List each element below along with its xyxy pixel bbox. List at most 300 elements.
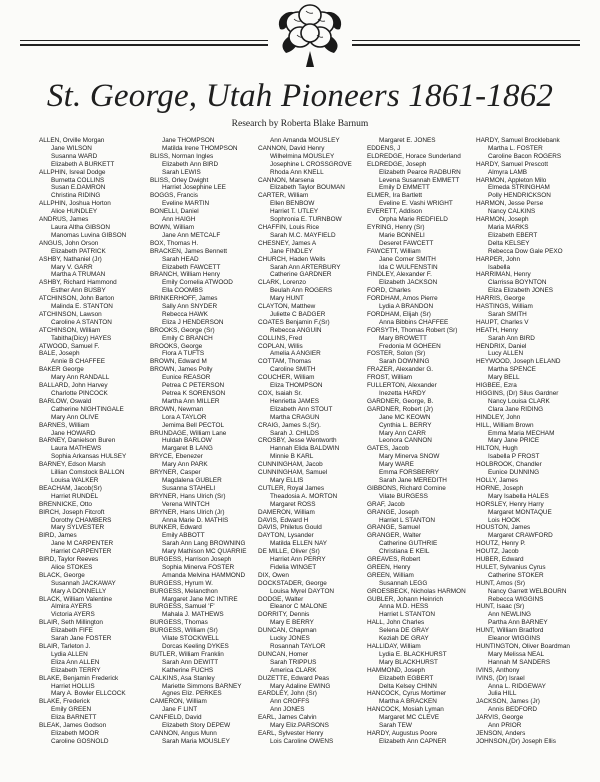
spouse-entry: Almira AYERS	[51, 603, 92, 611]
pioneer-entry: HULET, Sylvanius Cyrus	[476, 563, 546, 571]
spouse-entry: Petrea K SORENSON	[162, 390, 226, 397]
spouse-entry: Mary A DONNELLY	[51, 587, 107, 595]
spouse-entry: Jane HOWARD	[51, 429, 96, 437]
pioneer-entry: GARDNER, George, B.	[367, 397, 434, 405]
spouse-entry: Maria MARKS	[488, 223, 529, 231]
pioneer-entry: BOGGS, Francis	[150, 192, 198, 200]
spouse-entry: Martha CRAGUN	[270, 413, 320, 421]
pioneer-entry: COUCHER, William	[258, 374, 315, 382]
spouse-entry: Elizabeth Pearce RADBURN	[379, 168, 461, 176]
pioneer-entry: BRACKEN, James Bennett	[150, 247, 228, 255]
spouse-entry: Petrea C PETERSON	[162, 382, 225, 390]
spouse-entry: Mariette Simmons BARNEY	[162, 682, 242, 690]
spouse-entry: Alice HUNDLEY	[51, 208, 98, 216]
pioneer-entry: ANGUS, John Orson	[39, 239, 99, 247]
spouse-entry: Jane FINDLEY	[270, 247, 313, 255]
spouse-entry: Fidelia WINGET	[270, 563, 317, 571]
pioneer-entry: BLEAK, James Godson	[39, 722, 107, 730]
spouse-entry: Laura Altha GIBSON	[51, 223, 110, 231]
pioneer-entry: CLAYTON, Matthew	[258, 303, 316, 311]
spouse-entry: Martha SPENCE	[488, 366, 536, 374]
spouse-entry: Vilate BURGESS	[379, 492, 428, 500]
pioneer-entry: BURGESS, Thomas	[150, 619, 208, 627]
spouse-entry: Sarah Ann ARTERBURY	[270, 263, 341, 271]
spouse-entry: Fredonia M GOHEEN	[379, 342, 441, 350]
spouse-entry: Charlotte PINCOCK	[51, 390, 108, 397]
pioneer-entry: HANCOCK, Cyrus Mortimer	[367, 690, 447, 698]
spouse-entry: Lydia ALLEN	[51, 650, 88, 658]
spouse-entry: Eveline MARTIN	[162, 200, 210, 208]
pioneer-entry: FORDHAM, Amos Pierre	[367, 295, 438, 303]
pioneer-entry: BLISS, Norman Ingles	[150, 152, 214, 160]
pioneer-entry: BURGESS, Melancthon	[150, 587, 218, 595]
pioneer-entry: GROESBECK, Nicholas HARMON	[367, 587, 466, 595]
spouse-entry: Eunice REASOR	[162, 374, 211, 382]
spouse-entry: Sarah TRIPPUS	[270, 658, 317, 666]
spouse-entry: Isabella	[488, 263, 511, 271]
pioneer-entry: HORNE, Joseph	[476, 484, 524, 492]
spouse-entry: Eveline E. Vashi WRIGHT	[379, 200, 453, 208]
spouse-entry: Mary Isabella HALES	[488, 492, 549, 500]
spouse-entry: Jane Ann METCALF	[162, 231, 221, 239]
pioneer-entry: DAVIS, Edward H	[258, 516, 309, 524]
spouse-entry: Mary V. GARR	[51, 263, 93, 271]
spouse-entry: Sarah Ann DEWITT	[162, 658, 219, 666]
pioneer-entry: BLAKE, Frederick	[39, 698, 90, 706]
names-column-1	[39, 137, 147, 777]
pioneer-entry: HARDY, Samuel Brocklebank	[476, 137, 560, 144]
page-subtitle: Research by Roberta Blake Barnum	[231, 119, 369, 129]
pioneer-entry: DODGE, Walter	[258, 595, 304, 603]
pioneer-entry: BAKER George	[39, 366, 84, 374]
pioneer-entry: HOUSTON, James	[476, 524, 531, 532]
spouse-entry: Mary Ann OLIVE	[51, 413, 99, 421]
spouse-entry: Sarah Maria MOUSLEY	[162, 737, 230, 745]
spouse-entry: Mary Ann RANDALL	[51, 374, 110, 382]
spouse-entry: Sally Ann SNYDER	[162, 303, 218, 311]
spouse-entry: Margaret Jane MC INTIRE	[162, 595, 238, 603]
pioneer-entry: ELDREDGE, Horace Sunderland	[367, 152, 461, 160]
pioneer-entry: ALLPHIN, Joshua Horton	[39, 200, 111, 208]
spouse-entry: Lois Caroline OWENS	[270, 737, 334, 745]
pioneer-entry: CROSBY, Jesse Wentworth	[258, 437, 337, 445]
spouse-entry: Margaret CRAWFORD	[488, 532, 553, 540]
spouse-entry: Lucy ALLEN	[488, 350, 524, 358]
spouse-entry: Emily Cornelia ATWOOD	[162, 279, 233, 287]
spouse-entry: Elizabeth TERRY	[51, 666, 101, 674]
spouse-entry: Sarah Jane FOSTER	[51, 635, 112, 643]
spouse-entry: Elizabeth EBERT	[488, 231, 538, 239]
pioneer-entry: GUBLER, Johann Heinrich	[367, 595, 444, 603]
pioneer-entry: IVINS, Anthony	[476, 666, 520, 674]
spouse-entry: Katherine FUCHS	[162, 666, 214, 674]
spouse-entry: Mary BELL	[488, 374, 520, 382]
spouse-entry: Leonora CANNON	[379, 437, 432, 445]
pioneer-entry: HARMON, Jesse Perse	[476, 200, 544, 208]
pioneer-entry: BURGESS, Harrison Joseph	[150, 556, 232, 564]
pioneer-entry: HANCOCK, Mosiah Lyman	[367, 706, 444, 714]
spouse-entry: Ellen BENBOW	[270, 200, 315, 208]
pioneer-entry: IVINS, (Dr) Israel	[476, 674, 525, 682]
spouse-entry: Verena WINTCH	[162, 500, 210, 508]
pioneer-entry: DUZETTE, Edward Peas	[258, 674, 330, 682]
pioneer-entry: EVERETT, Addison	[367, 208, 423, 216]
spouse-entry: Sophia Arkansas HULSEY	[51, 453, 127, 461]
pioneer-entry: HALL, John Charles	[367, 619, 425, 627]
spouse-entry: Elizabeth EGBERT	[379, 674, 434, 682]
spouse-entry: Matilda ELLEN NAY	[270, 540, 328, 548]
spouse-entry: Susannah LEGG	[379, 579, 428, 587]
spouse-entry: Harriet Ann PERRY	[270, 556, 326, 564]
pioneer-entry: COPLAN, Willis	[258, 342, 303, 350]
spouse-entry: Mary Ann CARR	[379, 429, 426, 437]
spouse-entry: Laura MATHEWS	[51, 445, 102, 453]
spouse-entry: Eunice DUNNING	[488, 469, 540, 477]
spouse-entry: Mahala J. MATHEWS	[162, 611, 224, 619]
pioneer-entry: CLARK, Lorenzo	[258, 279, 306, 287]
spouse-entry: Deseret FAWCETT	[379, 239, 434, 247]
pioneer-entry: HEYWOOD, Joseph LELAND	[476, 358, 561, 366]
names-column-3	[258, 137, 366, 777]
spouse-entry: Jane WILSON	[51, 144, 92, 152]
pioneer-entry: BROWN, James Polly	[150, 366, 213, 374]
spouse-entry: Huldah BARLOW	[162, 437, 212, 445]
spouse-entry: Elizabeth FIFE	[51, 627, 93, 635]
spouse-entry: Vilate STOCKWELL	[162, 635, 219, 643]
spouse-entry: Jemima Bell PECTOL	[162, 421, 225, 429]
spouse-entry: Mary Eliz.PARSONS	[270, 722, 329, 730]
spouse-entry: Eleanor WIGGINS	[488, 635, 541, 643]
pioneer-entry: DAMERON, William	[258, 508, 315, 516]
spouse-entry: Emily C BRANCH	[162, 334, 213, 342]
spouse-entry: Margaret E. JONES	[379, 137, 436, 144]
pioneer-entry: BARNES, William	[39, 421, 90, 429]
pioneer-entry: FINDLEY, Alexander F.	[367, 271, 432, 279]
spouse-entry: Flora A TUFTS	[162, 350, 205, 358]
spouse-entry: Selena DE GRAY	[379, 627, 429, 635]
pioneer-entry: GRAF, Jacob	[367, 500, 405, 508]
pioneer-entry: DAVIS, Philetus Gould	[258, 524, 322, 532]
pioneer-entry: HEATH, Henry	[476, 326, 518, 334]
spouse-entry: Elizabeth Ann BIRD	[162, 160, 219, 168]
spouse-entry: Amanda Melvina HAMMOND	[162, 571, 246, 579]
spouse-entry: Margaret MONTAQUE	[488, 508, 552, 516]
spouse-entry: Martha A TRUMAN	[51, 271, 106, 279]
pioneer-entry: BLAKE, Benjamin Frederick	[39, 674, 119, 682]
spouse-entry: Clara Jane RIDING	[488, 405, 544, 413]
spouse-entry: Rhoda Ann KNELL	[270, 168, 324, 176]
pioneer-entry: BRINKERHOFF, James	[150, 295, 218, 303]
pioneer-entry: BRYNER, Hans Ulrich (Sr)	[150, 492, 226, 500]
spouse-entry: Lillian Comstock BALLON	[51, 469, 125, 477]
spouse-entry: Isabella P FROST	[488, 453, 540, 461]
pioneer-entry: CUTLER, Royal James	[258, 484, 325, 492]
pioneer-entry: HAUPT, Charles V	[476, 318, 529, 326]
spouse-entry: Eliza J HENDERSON	[162, 318, 224, 326]
spouse-entry: Manomas Luvina GIBSON	[51, 231, 127, 239]
spouse-entry: Harriet CARPENTER	[51, 548, 112, 556]
spouse-entry: Rebecca ANGUIN	[270, 326, 322, 334]
pioneer-entry: BALLARD, John Harvey	[39, 382, 108, 390]
pioneer-entry: BOWN, William	[150, 223, 195, 231]
spouse-entry: Minnie B KARL	[270, 453, 314, 461]
pioneer-entry: EARL, Sylvester Henry	[258, 729, 324, 737]
pioneer-entry: FORDHAM, Elijah (Sr)	[367, 310, 431, 318]
spouse-entry: Ann NEWLING	[488, 611, 531, 619]
spouse-entry: Elmeda STRINGHAM	[488, 184, 550, 192]
spouse-entry: Mary ELLIS	[270, 476, 304, 484]
pioneer-entry: CANFIELD, David	[150, 714, 202, 722]
spouse-entry: Hannah Elida BALDWIN	[270, 445, 340, 453]
pioneer-entry: HORSLEY, Henry Harry	[476, 500, 544, 508]
pioneer-entry: BRYNER, Hans Ulrich (Jr)	[150, 508, 225, 516]
spouse-entry: Juliette C BADGER	[270, 310, 326, 318]
spouse-entry: Sarah TEW	[379, 722, 412, 730]
pioneer-entry: ATCHINSON, John Barton	[39, 295, 115, 303]
pioneer-entry: CANNON, Marsena	[258, 176, 315, 184]
spouse-entry: Mary WARE	[379, 461, 414, 469]
pioneer-entry: HOUTZ, Henry P.	[476, 540, 526, 548]
pioneer-entry: HILL, William Brown	[476, 421, 534, 429]
spouse-entry: Mary Minerva SNOW	[379, 453, 440, 461]
spouse-entry: Josephine L CROSSGROVE	[270, 160, 352, 168]
pioneer-entry: BURGESS, William (Sr)	[150, 627, 218, 635]
spouse-entry: Christina RIDING	[51, 192, 101, 200]
pioneer-entry: HUBER, Edward	[476, 556, 524, 564]
pioneer-entry: ASHBY, Richard Hammond	[39, 279, 117, 287]
pioneer-entry: ATCHINSON, William	[39, 326, 101, 334]
pioneer-entry: HASTINGS, William	[476, 303, 533, 311]
spouse-entry: Jane THOMPSON	[162, 137, 215, 144]
spouse-entry: Sarah Jane MEREDITH	[379, 476, 447, 484]
pioneer-entry: ASHBY, Nathaniel (Jr)	[39, 255, 102, 263]
pioneer-entry: GRANGE, Joseph	[367, 508, 419, 516]
pioneer-entry: BLAIR, Tarleton J.	[39, 643, 91, 650]
pioneer-entry: HOUTZ, Jacob	[476, 548, 519, 556]
pioneer-entry: HARRIMAN, Henry	[476, 271, 531, 279]
spouse-entry: Harriet T. UTLEY	[270, 208, 319, 216]
spouse-entry: Agnes Eliz. PERKES	[162, 690, 222, 698]
pioneer-entry: EYRING, Henry (Sr)	[367, 223, 425, 231]
spouse-entry: Mary A. Bowler ELLCOCK	[51, 690, 126, 698]
spouse-entry: Tabitha(Dicy) HAYES	[51, 334, 112, 342]
pioneer-entry: DOCKSTADER, George	[258, 579, 327, 587]
pioneer-entry: HINDLEY, John	[476, 413, 521, 421]
spouse-entry: Sarah HEAD	[162, 255, 199, 263]
spouse-entry: Elizabeth A BURKETT	[51, 160, 115, 168]
pioneer-entry: BUNKER, Edward	[150, 524, 202, 532]
pioneer-entry: CAMERON, William	[150, 698, 207, 706]
pioneer-entry: CALKINS, Asa Stanley	[150, 674, 215, 682]
spouse-entry: Theadosia A. MORTON	[270, 492, 338, 500]
spouse-entry: Ann PRIOR	[488, 722, 522, 730]
pioneer-entry: GRANGER, Walter	[367, 532, 422, 540]
spouse-entry: Dorothy CHAMBERS	[51, 516, 112, 524]
pioneer-entry: GARDNER, Robert (Jr)	[367, 405, 434, 413]
spouse-entry: Lydia A BRANDON	[379, 303, 434, 311]
pioneer-entry: BIRD, James	[39, 532, 77, 540]
pioneer-entry: EARDLEY, John (Sr)	[258, 690, 317, 698]
spouse-entry: Ida C WULFENSTIN	[379, 263, 438, 271]
spouse-entry: Lucky JONES	[270, 635, 310, 643]
pioneer-entry: BURGESS, Hyrum W.	[150, 579, 213, 587]
spouse-entry: Elizabeth Ann CAPNER	[379, 737, 447, 745]
spouse-entry: Emma Maria MECHAM	[488, 429, 555, 437]
spouse-entry: America CLARK	[270, 666, 317, 674]
spouse-entry: Mary Adaline EWING	[270, 682, 331, 690]
spouse-entry: Mary BROWETT	[379, 334, 427, 342]
pioneer-entry: FROST, William	[367, 374, 413, 382]
spouse-entry: Malinda E. STANTON	[51, 303, 113, 311]
spouse-entry: Inezetta HARDY	[379, 390, 426, 397]
page-title: St. George, Utah Pioneers 1861-1862	[46, 78, 554, 114]
spouse-entry: Matilda Irene THOMPSON	[162, 144, 238, 152]
spouse-entry: Lora A TAYLOR	[162, 413, 207, 421]
pioneer-entry: BRANCH, William Henry	[150, 271, 220, 279]
spouse-entry: Sophia Minerva FOSTER	[162, 563, 235, 571]
pioneer-entry: GIBBONS, Richard Cornine	[367, 484, 446, 492]
pioneer-entry: EARL, James Calvin	[258, 714, 317, 722]
pioneer-entry: DUNCAN, Homer	[258, 650, 309, 658]
pioneer-entry: FORD, Charles	[367, 287, 411, 295]
spouse-entry: Emma FORSBERRY	[379, 469, 439, 477]
spouse-entry: Jane Corner SMITH	[379, 255, 436, 263]
pioneer-entry: JACKSON, James (Jr)	[476, 698, 540, 706]
pioneer-entry: BIRD, Taylor Reeves	[39, 556, 99, 564]
pioneer-entry: JARVIS, George	[476, 714, 524, 722]
spouse-entry: Cynthia L. BERRY	[379, 421, 432, 429]
pioneer-entry: HARDY, Augustus Poore	[367, 729, 438, 737]
spouse-entry: Susanna WARD	[51, 152, 98, 160]
spouse-entry: Catherine STOKER	[488, 571, 544, 579]
spouse-entry: Eleanor C MALONE	[270, 603, 328, 611]
spouse-entry: Sarah DOWNING	[379, 358, 430, 366]
pioneer-entry: COLLINS, Fred	[258, 334, 303, 342]
spouse-entry: Caroline A STANTON	[51, 318, 112, 326]
pioneer-entry: HUNTINGTON, Oliver Boardman	[476, 643, 570, 650]
spouse-entry: Marie BONNELI	[379, 231, 425, 239]
spouse-entry: Caroline SMITH	[270, 366, 316, 374]
pioneer-entry: BLACK, George	[39, 571, 85, 579]
pioneer-entry: HUNT, Amos (Sr)	[476, 579, 525, 587]
pioneer-entry: BLACK, William Valentine	[39, 595, 113, 603]
spouse-entry: Jane F LINT	[162, 706, 198, 714]
spouse-entry: Rebecca WIGGINS	[488, 595, 544, 603]
pioneer-entry: EDDENS, J	[367, 144, 401, 152]
spouse-entry: Sarah LEWIS	[162, 168, 201, 176]
pioneer-entry: BRENNICKE, Otto	[39, 500, 92, 508]
spouse-entry: Mary Jane PRICE	[488, 437, 540, 445]
pioneer-entry: HARMON, Joseph	[476, 216, 529, 224]
spouse-entry: Elizabeth Taylor BOUMAN	[270, 184, 345, 192]
spouse-entry: Anna Marie D. MATHIS	[162, 516, 229, 524]
spouse-entry: Alice STOKES	[51, 563, 93, 571]
spouse-entry: Annis BEDFORD	[488, 706, 538, 714]
spouse-entry: Catherine GUTHRIE	[379, 540, 438, 548]
pioneer-entry: BROWN, Edward M	[150, 358, 207, 366]
pioneer-entry: DIX, Owen	[258, 571, 289, 579]
spouse-entry: Martha A BRACKEN	[379, 698, 437, 706]
spouse-entry: Louisa Myrel DAYTON	[270, 587, 335, 595]
spouse-entry: Mary BLACKHURST	[379, 658, 438, 666]
pioneer-entry: BURGESS, Samuel 'F'	[150, 603, 215, 611]
spouse-entry: Eliza Elizabeth JONES	[488, 287, 553, 295]
pioneer-entry: BEACHAM, Jacob(Sr)	[39, 484, 102, 492]
spouse-entry: Victoria AYERS	[51, 611, 95, 619]
spouse-entry: Rebecca Dow Gale PEXO	[488, 247, 563, 255]
names-column-2	[150, 137, 258, 777]
spouse-entry: Elizabeth JACKSON	[379, 279, 438, 287]
spouse-entry: Julia HILL	[488, 690, 517, 698]
pioneer-entry: HILTON, Hugh	[476, 445, 518, 453]
spouse-entry: Martha Ann MILLER	[162, 397, 220, 405]
spouse-entry: Elizabeth MOOR	[51, 729, 99, 737]
spouse-entry: Elizabeth Story DEPEW	[162, 722, 231, 730]
spouse-entry: Harriet HOLLIS	[51, 682, 95, 690]
spouse-entry: Eliza THOMPSON	[270, 382, 323, 390]
pioneer-entry: BROWN, Newman	[150, 405, 204, 413]
pioneer-entry: DUNCAN, Chapman	[258, 627, 317, 635]
pioneer-entry: CUNNINGHAM, Jacob	[258, 461, 323, 469]
pioneer-entry: GREEN, Henry	[367, 563, 411, 571]
pioneer-entry: HIGBEE, Ezra	[476, 382, 517, 390]
spouse-entry: Jane M CARPENTER	[51, 540, 114, 548]
spouse-entry: Elizabeth Ann STOUT	[270, 405, 333, 413]
spouse-entry: Anna M.D. HESS	[379, 603, 429, 611]
pioneer-entry: DE MILLE, Oliver (Sr)	[258, 548, 320, 556]
spouse-entry: Beulah Ann ROGERS	[270, 287, 333, 295]
pioneer-entry: ANDRUS, James	[39, 216, 89, 224]
cotton-boll-icon	[268, 0, 352, 70]
spouse-entry: Margaret ROSS	[270, 500, 316, 508]
spouse-entry: Martha L. FOSTER	[488, 144, 543, 152]
spouse-entry: Jane MC KEOWN	[379, 413, 431, 421]
spouse-entry: Polly HENDRICKSON	[488, 192, 551, 200]
spouse-entry: Emily D EMMETT	[379, 184, 430, 192]
pioneer-entry: BARLOW, Oswald	[39, 397, 92, 405]
spouse-entry: Catherine GARDNER	[270, 271, 332, 279]
pioneer-entry: BROOKS, George	[150, 342, 203, 350]
pioneer-entry: ALLPHIN, Isreal Dodge	[39, 168, 106, 176]
spouse-entry: Clarrissa BOYNTON	[488, 279, 547, 287]
spouse-entry: Emily ABBOTT	[162, 532, 205, 540]
pioneer-entry: COX, Isaiah Sr.	[258, 390, 303, 397]
spouse-entry: Orpha Marie REDFIELD	[379, 216, 448, 224]
spouse-entry: Catherine NIGHTINGALE	[51, 405, 124, 413]
spouse-entry: Christiana E KEIL	[379, 548, 430, 556]
spouse-entry: Harriet RUNDEL	[51, 492, 99, 500]
pioneer-entry: CANNON, David Henry	[258, 144, 325, 152]
spouse-entry: Eliza BARNETT	[51, 714, 97, 722]
spouse-entry: Sarah J. CHILDS	[270, 429, 320, 437]
pioneer-entry: ELDREDGE, Joseph	[367, 160, 427, 168]
spouse-entry: Rosannah TAYLOR	[270, 643, 326, 650]
spouse-entry: Nancy CALKINS	[488, 208, 536, 216]
pioneer-entry: BALE, Joseph	[39, 350, 80, 358]
pioneer-entry: COATES Benjamin F.(Sr)	[258, 318, 330, 326]
spouse-entry: Mary E BERRY	[270, 619, 314, 627]
spouse-entry: Dorcas Keeling DYKES	[162, 643, 229, 650]
pioneer-entry: BLAIR, Seth Millington	[39, 619, 103, 627]
spouse-entry: Magdalena GUBLER	[162, 476, 222, 484]
spouse-entry: Emily GREEN	[51, 706, 92, 714]
pioneer-entry: GREEN, William	[367, 571, 414, 579]
pioneer-entry: HARRIS, George	[476, 295, 526, 303]
pioneer-entry: HARDY, Samuel Prescott	[476, 160, 548, 168]
spouse-entry: Sophronia E. TURNBOW	[270, 216, 342, 224]
pioneer-entry: BLISS, Orley Dwight	[150, 176, 209, 184]
spouse-entry: Burnetta COLLINS	[51, 176, 105, 184]
